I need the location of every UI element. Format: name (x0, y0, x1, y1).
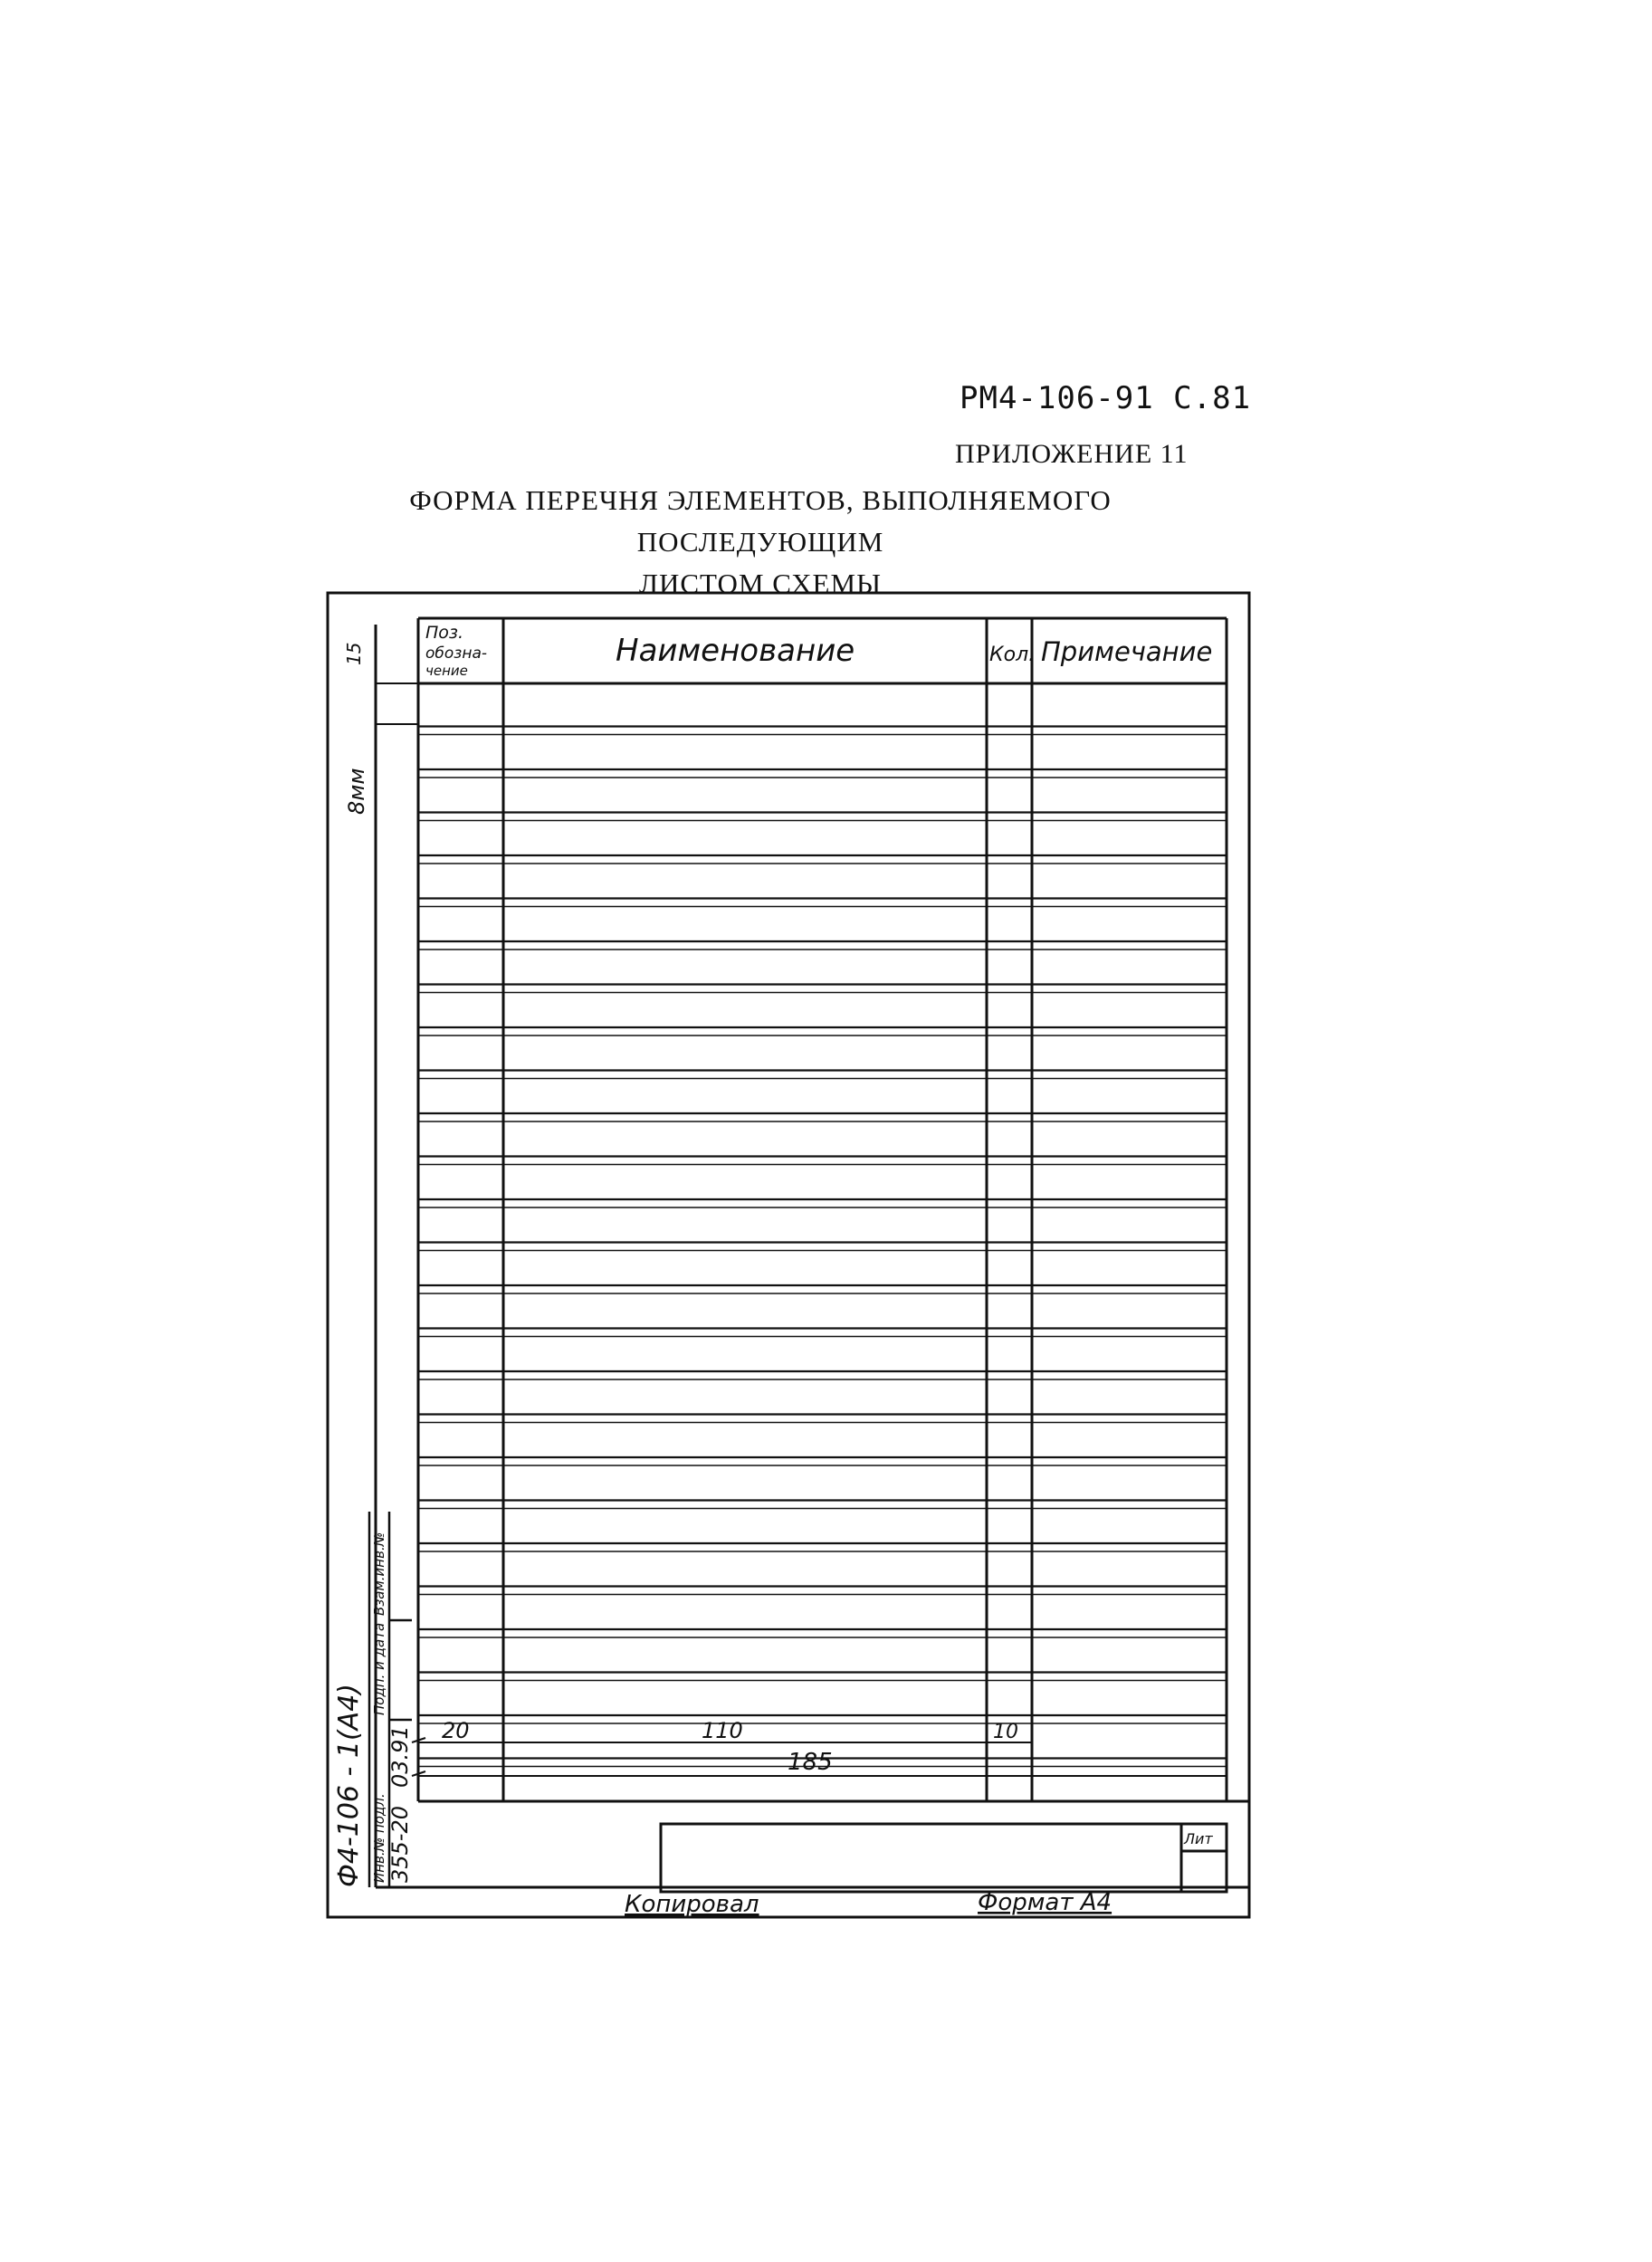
col-pos-line3: чение (425, 663, 468, 679)
col-pos-line1: Поз. (425, 623, 464, 643)
pos-width-dim: 20 (442, 1718, 470, 1743)
qty-width-dim: 10 (993, 1721, 1018, 1743)
header-height-dim: 15 (343, 642, 365, 665)
col-note-header: Примечание (1041, 636, 1213, 667)
title-line-1: ФОРМА ПЕРЕЧНЯ ЭЛЕМЕНТОВ, ВЫПОЛНЯЕМОГО ПОСЛЕДУЮЩИМ (409, 484, 1112, 558)
title-block (376, 1801, 1249, 1892)
side-label-replace: Взам.инв.№ (371, 1532, 387, 1616)
side-value-date: 03.91 (387, 1725, 413, 1788)
name-width-dim: 110 (702, 1718, 743, 1743)
appendix-label: ПРИЛОЖЕНИЕ 11 (955, 439, 1189, 469)
row-lines (418, 727, 1227, 1767)
col-pos-line2: обозна- (425, 644, 487, 663)
side-label-inv: Инв.№ подл. (371, 1793, 387, 1883)
stamp-lit-label: Лит (1184, 1830, 1213, 1847)
col-qty-header: Кол. (989, 644, 1036, 666)
side-label-sign: Подп. и дата (371, 1622, 387, 1715)
row-height-dim: 8мм (344, 768, 369, 815)
copied-by-label: Копировал (625, 1891, 759, 1918)
title-line-2: ЛИСТОМ СХЕМЫ (638, 568, 883, 599)
col-name-header: Наименование (616, 633, 855, 669)
document-code: РМ4-106-91 С.81 (960, 380, 1252, 416)
form-code-label: Ф4-106 - 1(А4) (333, 1684, 365, 1887)
side-value-inv: 355-20 (387, 1805, 413, 1883)
format-label: Формат А4 (978, 1889, 1112, 1916)
total-width-dim: 185 (788, 1749, 833, 1776)
